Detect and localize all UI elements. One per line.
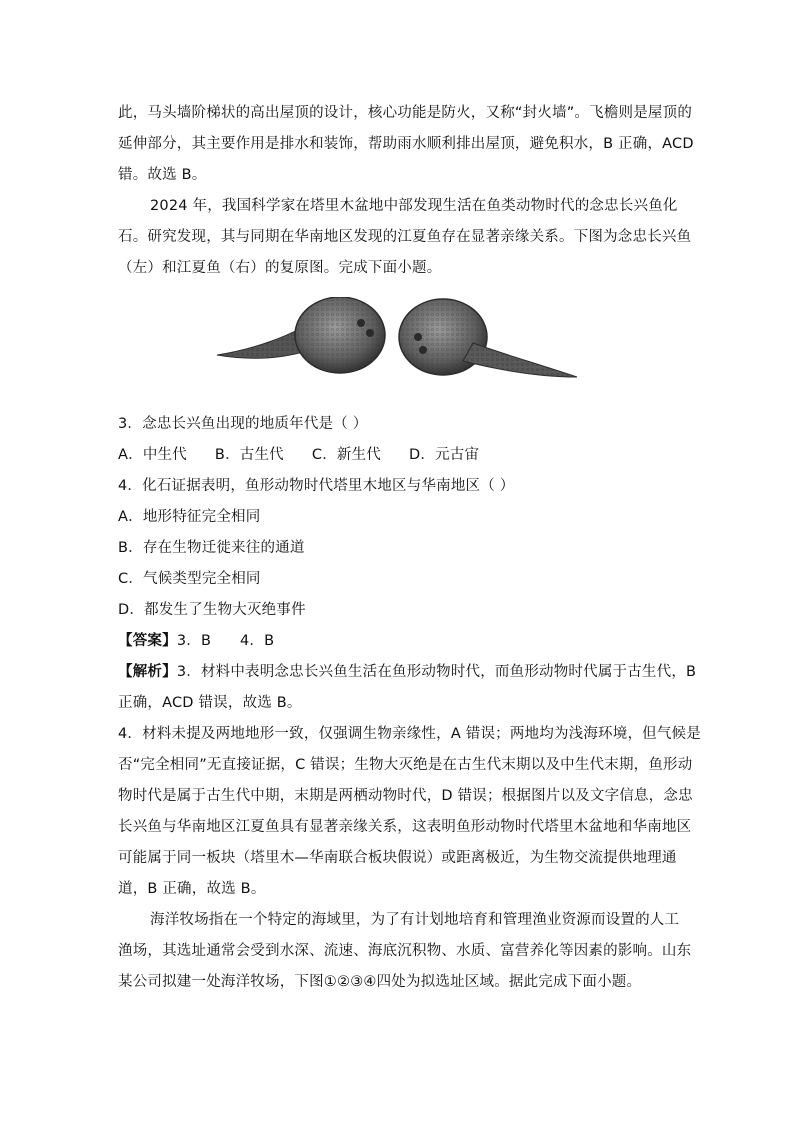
analysis-line [118,661,697,683]
right-fish-jiangxia [399,299,577,377]
analysis-line: 物时代是属于古生代中期，末期是两栖动物时代，D 错误；根据图片以及文字信息，念忠 [118,788,693,804]
answer-line [118,630,678,652]
analysis-line: 4．材料未提及两地地形一致，仅强调生物亲缘性，A 错误；两地均为浅海环境，但气候是 [118,726,701,742]
paragraph-line: 延伸部分，其主要作用是排水和装饰，帮助雨水顺利排出屋顶，避免积水，B 正确，ACD [118,136,694,152]
question-3-options [118,444,678,466]
intro-line: （左）和江夏鱼（右）的复原图。完成下面小题。 [118,260,442,276]
question-3-stem: 3．念忠长兴鱼出现的地质年代是（ ） [118,416,368,432]
analysis-tag: 【解析】 [118,664,177,680]
left-fish-nianzhong [217,297,385,373]
ocean-line: 海洋牧场指在一个特定的海域里，为了有计划地培育和管理渔业资源而设置的人工 [150,912,680,928]
option-d: D．元古宙 [409,447,480,463]
analysis-line: 可能属于同一板块（塔里木—华南联合板块假说）或距离极近，为生物交流提供地理通 [118,850,677,866]
intro-line: 2024 年，我国科学家在塔里木盆地中部发现生活在鱼类动物时代的念忠长兴鱼化 [150,198,678,214]
paragraph-line: 此，马头墙阶梯状的高出屋顶的设计，核心功能是防火，又称“封火墙”。飞檐则是屋顶的 [118,105,693,121]
option-c: C．新生代 [311,447,381,463]
analysis-line: 正确，ACD 错误，故选 B。 [118,695,302,711]
answer-text: 3．B 4．B [176,633,275,649]
option-a: A．中生代 [118,447,187,463]
question-4-stem: 4．化石证据表明，鱼形动物时代塔里木地区与华南地区（ ） [118,478,515,494]
ocean-line: 渔场，其选址通常会受到水深、流速、海底沉积物、水质、富营养化等因素的影响。山东 [118,943,692,959]
option-b: B．存在生物迁徙来往的通道 [118,540,305,556]
fish-reconstruction-figure [215,297,580,387]
analysis-text: 3．材料中表明念忠长兴鱼生活在鱼形动物时代，而鱼形动物时代属于古生代，B [176,664,697,680]
analysis-line: 否“完全相同”无直接证据，C 错误；生物大灭绝是在古生代末期以及中生代末期，鱼形动 [118,757,693,773]
intro-line: 石。研究发现，其与同期在华南地区发现的江夏鱼存在显著亲缘关系。下图为念忠长兴鱼 [118,229,692,245]
paragraph-line: 错。故选 B。 [118,167,207,183]
option-b: B．古生代 [214,447,284,463]
option-a: A．地形特征完全相同 [118,509,261,525]
answer-tag: 【答案】 [118,633,177,649]
ocean-line: 某公司拟建一处海洋牧场，下图①②③④四处为拟选址区域。据此完成下面小题。 [118,974,642,990]
option-c: C．气候类型完全相同 [118,571,261,587]
analysis-line: 道，B 正确，故选 B。 [118,881,266,897]
analysis-line: 长兴鱼与华南地区江夏鱼具有显著亲缘关系，这表明鱼形动物时代塔里木盆地和华南地区 [118,819,692,835]
option-d: D．都发生了生物大灭绝事件 [118,602,306,618]
